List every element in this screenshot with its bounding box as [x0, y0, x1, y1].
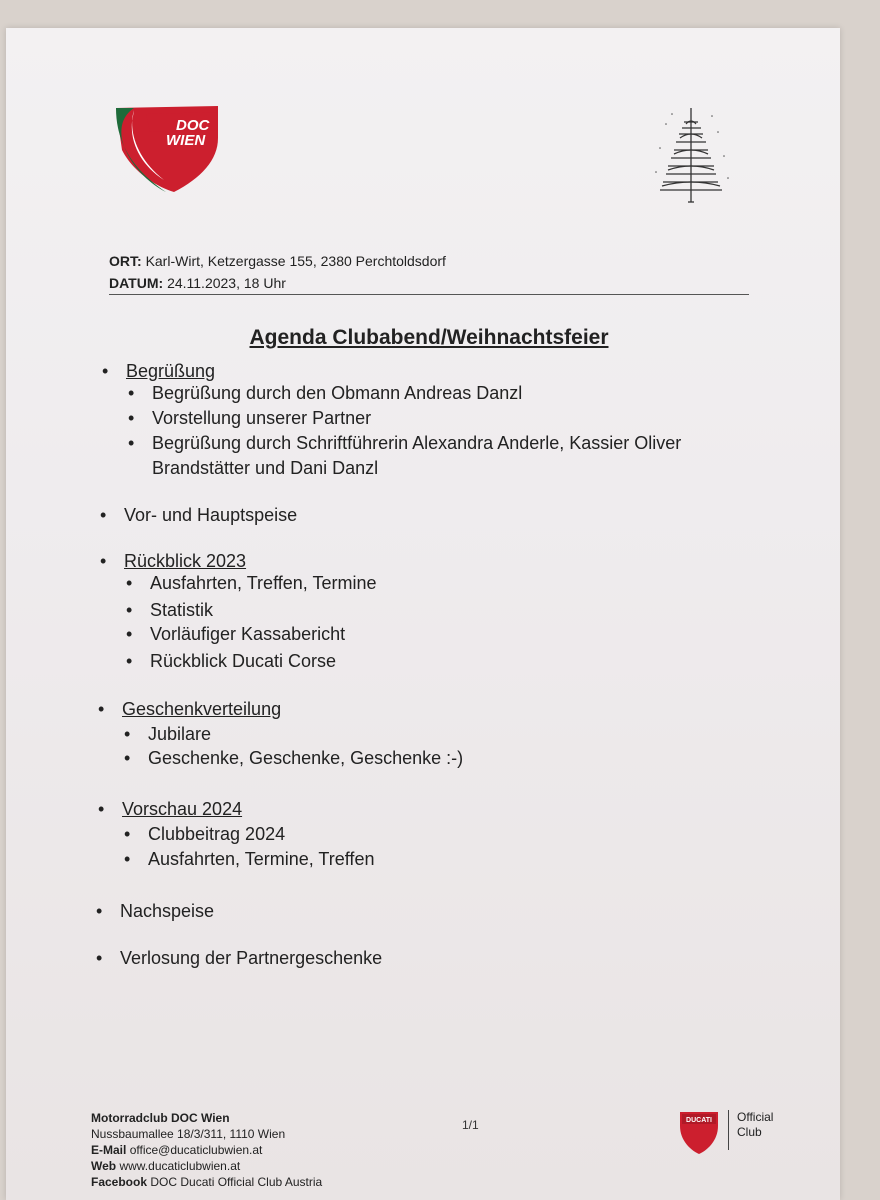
- official-club-label: Official Club: [728, 1110, 773, 1150]
- footer-facebook: DOC Ducati Official Club Austria: [150, 1175, 323, 1189]
- agenda-subitem: • Statistik: [126, 600, 214, 620]
- agenda-subitem: • Ausfahrten, Treffen, Termine: [126, 573, 377, 593]
- agenda-subitem: • Begrüßung durch Schriftführerin Alexandra Anderle, Kassier Oliver: [128, 433, 682, 453]
- agenda-subitem: • Vorstellung unserer Partner: [128, 408, 372, 428]
- agenda-section: • Vorschau 2024: [98, 799, 243, 819]
- page-number: 1/1: [462, 1118, 479, 1132]
- footer-email[interactable]: office@ducaticlubwien.at: [129, 1143, 263, 1157]
- agenda-subitem: • Ausfahrten, Termine, Treffen: [124, 849, 375, 869]
- ort-label: ORT:: [109, 253, 142, 269]
- svg-text:DOC: DOC: [176, 117, 210, 134]
- agenda-section: • Geschenkverteilung: [98, 699, 282, 719]
- agenda-section: • Vor- und Hauptspeise: [100, 505, 298, 525]
- datum-label: DATUM:: [109, 275, 164, 291]
- agenda-section: • Nachspeise: [96, 901, 215, 921]
- ducati-shield-logo: [678, 1108, 720, 1156]
- agenda-subitem: • Clubbeitrag 2024: [124, 824, 286, 844]
- page-title: Agenda Clubabend/Weihnachtsfeier: [249, 326, 609, 349]
- svg-text:DUCATI: DUCATI: [686, 1117, 712, 1124]
- agenda-subitem: • Jubilare: [124, 724, 212, 744]
- agenda-subitem: • Begrüßung durch den Obmann Andreas Danzl: [128, 383, 523, 403]
- footer-contact: Motorradclub DOC Wien Nussbaumallee 18/3/311, 1110 Wien E-Mail office@ducaticlubwien.at Web www.ducaticlubwien.at Facebook DOC Ducati Official Club Austria: [91, 1111, 323, 1189]
- agenda-subitem: • Rückblick Ducati Corse: [126, 651, 337, 671]
- svg-text:WIEN: WIEN: [166, 132, 206, 149]
- ort-value: Karl-Wirt, Ketzergasse 155, 2380 Perchtoldsdorf: [145, 253, 446, 269]
- footer-address: Nussbaumallee 18/3/311, 1110 Wien: [91, 1127, 286, 1141]
- agenda-subitem: • Geschenke, Geschenke, Geschenke :-): [124, 748, 464, 768]
- agenda-section: • Verlosung der Partnergeschenke: [96, 948, 383, 968]
- footer-org: Motorradclub DOC Wien: [91, 1111, 230, 1125]
- agenda-subitem-continued: Brandstätter und Dani Danzl: [152, 458, 379, 478]
- agenda-section: • Begrüßung: [102, 361, 216, 381]
- datum-value: 24.11.2023, 18 Uhr: [167, 275, 286, 291]
- agenda-subitem: • Vorläufiger Kassabericht: [126, 624, 346, 644]
- footer-web[interactable]: www.ducaticlubwien.at: [119, 1159, 241, 1173]
- agenda-section: • Rückblick 2023: [100, 551, 247, 571]
